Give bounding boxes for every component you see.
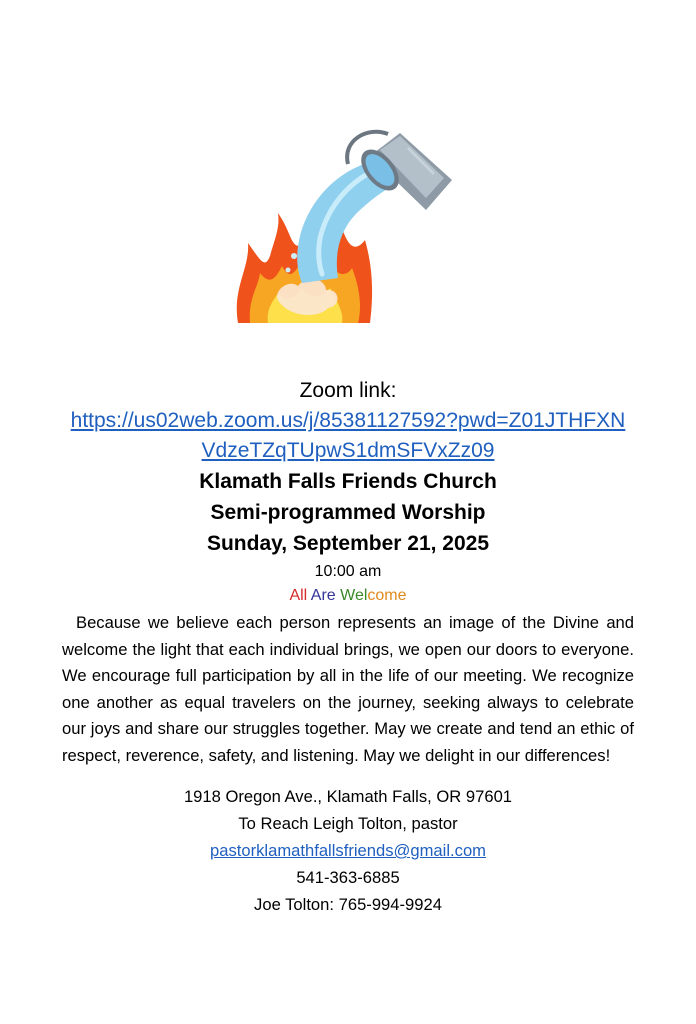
zoom-link-line-1[interactable]: https://us02web.zoom.us/j/85381127592?pwd=Z01JTHFXN [70, 409, 626, 432]
bucket-water-fire-illustration [230, 128, 470, 328]
welcome-word-all: All [289, 587, 311, 604]
pastor-email-link[interactable]: pastorklamathfallsfriends@gmail.com [210, 841, 486, 860]
welcome-word-are: Are [310, 587, 341, 604]
welcome-statement: Because we believe each person represents an image of the Divine and welcome the light that each individual brings, we open our doors to everyone. We encourage full participation by all in the life of our meeting. We recognize one another as equal travelers on the journey, seeking always to celebrate our joys and share our struggles together. May we create and tend an ethic of respect, reverence, safety, and listening. May we delight in our differences! [62, 613, 634, 765]
pastor-phone: 541-363-6885 [296, 868, 400, 887]
welcome-line [0, 584, 696, 608]
pastor-contact-label: To Reach Leigh Tolton, pastor [238, 814, 458, 833]
joe-tolton-phone: Joe Tolton: 765-994-9924 [254, 895, 442, 914]
welcome-word-wel: Wel [340, 587, 368, 604]
flyer-content [0, 376, 696, 918]
service-time: 10:00 am [314, 563, 382, 580]
church-name: Klamath Falls Friends Church [199, 470, 497, 493]
welcome-word-come: come [367, 587, 407, 604]
contact-block [0, 783, 696, 918]
zoom-link[interactable] [48, 406, 648, 466]
zoom-label: Zoom link: [299, 379, 397, 402]
service-date: Sunday, September 21, 2025 [206, 532, 490, 555]
service-type: Semi-programmed Worship [210, 501, 486, 524]
address: 1918 Oregon Ave., Klamath Falls, OR 97601 [183, 787, 513, 806]
zoom-link-line-2[interactable]: VdzeTZqTUpwS1dmSFVxZz09 [201, 439, 495, 462]
